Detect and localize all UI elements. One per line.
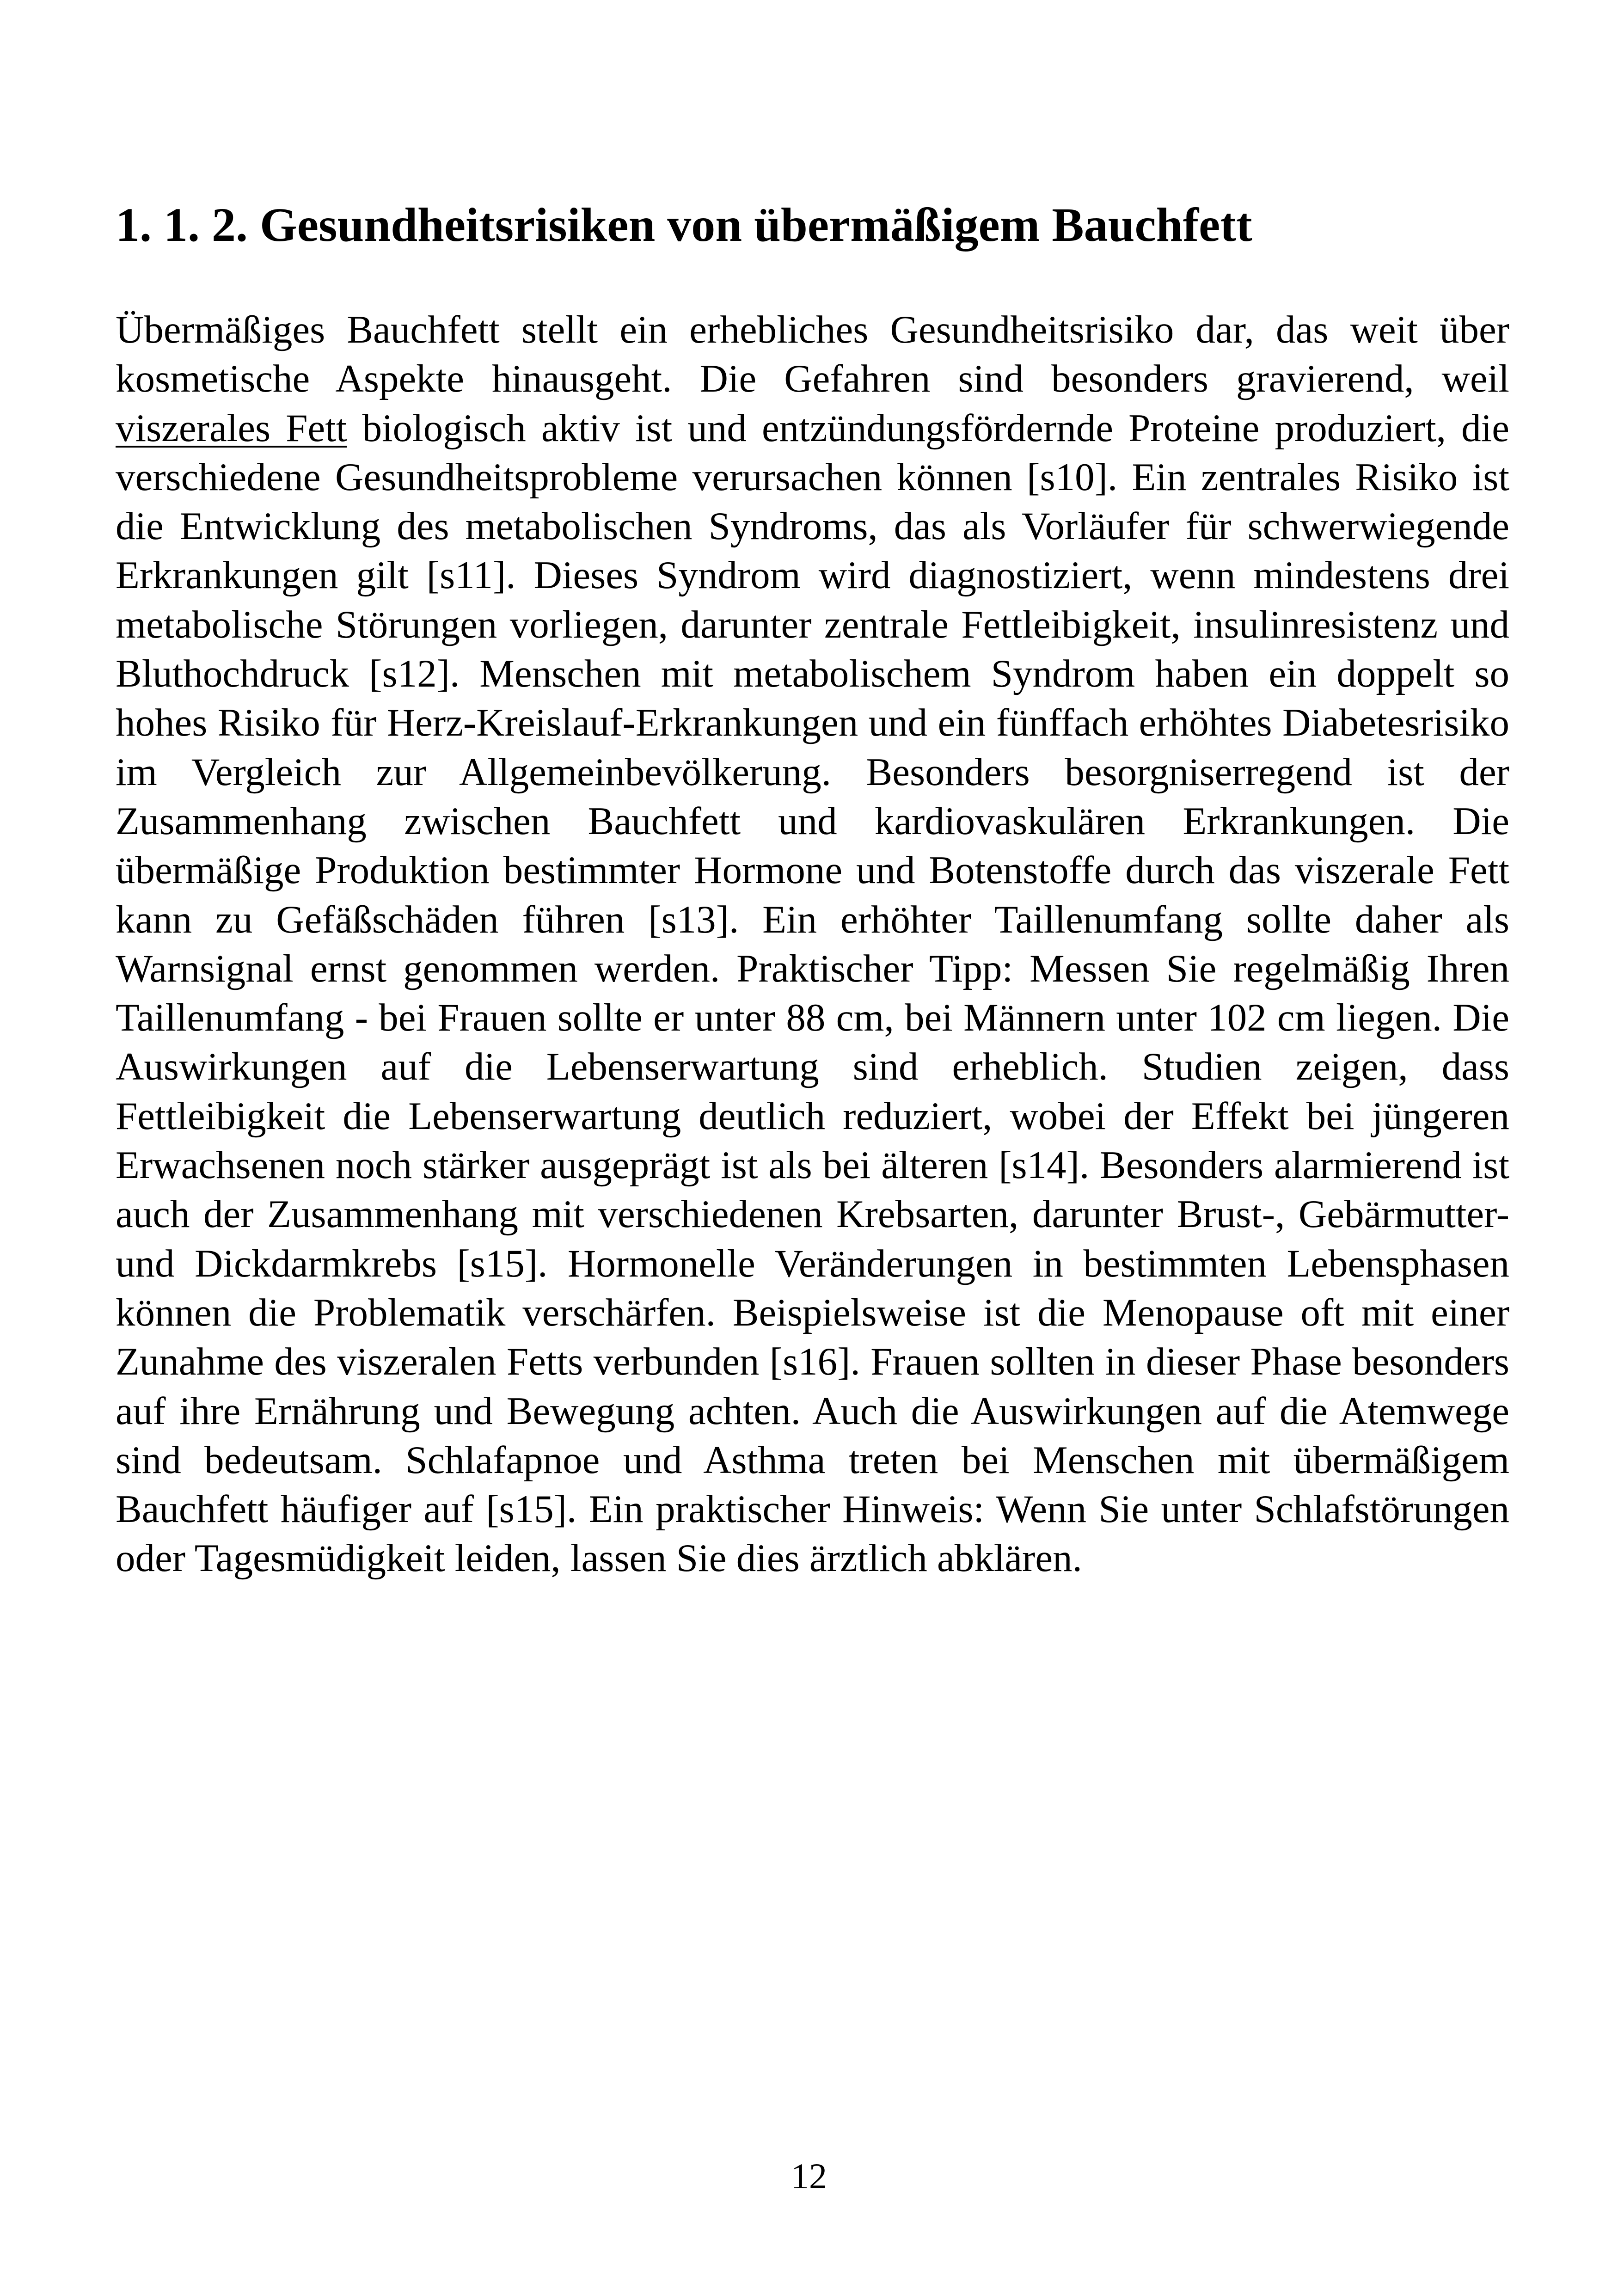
page-number: 12 <box>791 2156 827 2196</box>
underlined-term: viszerales Fett <box>116 406 347 450</box>
section-heading: 1. 1. 2. Gesundheitsrisiken von übermäßigem Bauchfett <box>116 198 1252 252</box>
body-paragraph <box>116 305 1509 1583</box>
paragraph-text-end: biologisch aktiv ist und entzündungsfördernde Proteine produziert, die verschiedene Gesundheitsprobleme verursachen können [s10]. Ein zentrales Risiko ist die Entwicklung des metabolischen Syndroms, das als Vorläufer für schwerwiegende Erkrankungen gilt [s11]. Dieses Syndrom wird diagnostiziert, wenn mindestens drei metabolische Störungen vorliegen, darunter zentrale Fettleibigkeit, insulinresistenz und Bluthochdruck [s12]. Menschen mit metabolischem Syndrom haben ein doppelt so hohes Risiko für Herz-Kreislauf-Erkrankungen und ein fünffach erhöhtes Diabetesrisiko im Vergleich zur Allgemeinbevölkerung. Besonders besorgniserregend ist der Zusammenhang zwischen Bauchfett und kardiovaskulären Erkrankungen. Die übermäßige Produktion bestimmter Hormone und Botenstoffe durch das viszerale Fett kann zu Gefäßschäden führen [s13]. Ein erhöhter Taillenumfang sollte daher als Warnsignal ernst genommen werden. Praktischer Tipp: Messen Sie regelmäßig Ihren Taillenumfang - bei Frauen sollte er unter 88 cm, bei Männern unter 102 cm liegen. Die Auswirkungen auf die Lebenserwartung sind erheblich. Studien zeigen, dass Fettleibigkeit die Lebenserwartung deutlich reduziert, wobei der Effekt bei jüngeren Erwachsenen noch stärker ausgeprägt ist als bei älteren [s14]. Besonders alarmierend ist auch der Zusammenhang mit verschiedenen Krebsarten, darunter Brust-, Gebärmutter- und Dickdarmkrebs [s15]. Hormonelle Veränderungen in bestimmten Lebensphasen können die Problematik verschärfen. Beispielsweise ist die Menopause oft mit einer Zunahme des viszeralen Fetts verbunden [s16]. Frauen sollten in dieser Phase besonders auf ihre Ernährung und Bewegung achten. Auch die Auswirkungen auf die Atemwege sind bedeutsam. Schlafapnoe und Asthma treten bei Menschen mit übermäßigem Bauchfett häufiger auf [s15]. Ein praktischer Hinweis: Wenn Sie unter Schlafstörungen oder Tagesmüdigkeit leiden, lassen Sie dies ärztlich abklären. <box>116 406 1509 1580</box>
paragraph-text-start: Übermäßiges Bauchfett stellt ein erhebliches Gesundheitsrisiko dar, das weit über kosmetische Aspekte hinausgeht. Die Gefahren sind besonders gravierend, weil <box>116 308 1509 401</box>
